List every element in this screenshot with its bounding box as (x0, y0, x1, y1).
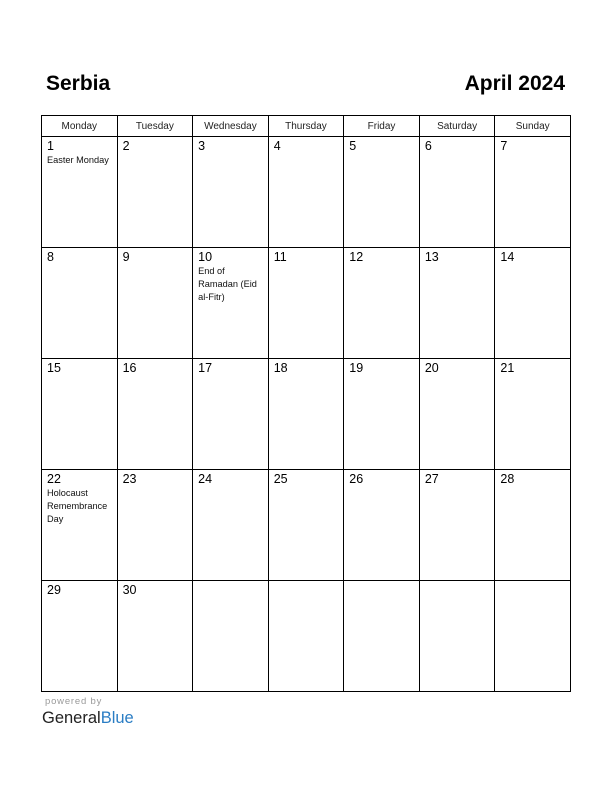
day-cell (193, 137, 269, 248)
day-cell (193, 248, 269, 359)
holiday-label: End of Ramadan (Eid al-Fitr) (198, 266, 257, 302)
day-cell (268, 470, 344, 581)
day-number: 7 (500, 139, 508, 153)
day-number: 30 (122, 583, 137, 597)
weekday-header-friday: Friday (344, 116, 420, 137)
weekday-header-wednesday: Wednesday (193, 116, 269, 137)
day-number: 28 (500, 472, 515, 486)
country-title: Serbia (46, 72, 111, 95)
weekday-header-thursday: Thursday (268, 116, 344, 137)
day-number: 16 (122, 361, 137, 375)
day-cell (117, 359, 193, 470)
day-cell (268, 359, 344, 470)
day-number: 27 (424, 472, 439, 486)
day-number (420, 581, 495, 583)
day-number (193, 581, 268, 583)
day-cell (42, 581, 118, 692)
day-number (269, 581, 344, 583)
day-cell (344, 359, 420, 470)
day-cell (344, 470, 420, 581)
day-number: 24 (198, 472, 213, 486)
calendar-grid (41, 115, 571, 692)
day-cell (42, 248, 118, 359)
day-cell (419, 359, 495, 470)
calendar-body (42, 137, 571, 692)
day-number: 9 (122, 250, 130, 264)
week-row (42, 137, 571, 248)
day-number: 4 (273, 139, 281, 153)
day-number: 14 (500, 250, 515, 264)
generalblue-logo[interactable] (42, 707, 134, 729)
day-cell (268, 248, 344, 359)
day-cell (193, 470, 269, 581)
day-number: 18 (273, 361, 288, 375)
day-cell (495, 581, 571, 692)
day-number: 15 (47, 361, 61, 375)
weekday-header-sunday: Sunday (495, 116, 571, 137)
weekday-header-tuesday: Tuesday (117, 116, 193, 137)
day-cell (268, 581, 344, 692)
day-cell (117, 137, 193, 248)
day-number: 6 (424, 139, 432, 153)
day-cell (495, 137, 571, 248)
day-cell (42, 470, 118, 581)
day-cell (344, 581, 420, 692)
holiday-label: Holocaust Remembrance Day (47, 488, 108, 524)
day-number: 25 (273, 472, 288, 486)
day-number: 10 (198, 250, 213, 264)
day-cell (117, 470, 193, 581)
day-number: 26 (349, 472, 364, 486)
powered-by-label: powered by (45, 696, 103, 707)
day-cell (419, 248, 495, 359)
day-number: 20 (424, 361, 439, 375)
day-number: 22 (47, 472, 61, 486)
day-cell (344, 137, 420, 248)
day-cell (419, 137, 495, 248)
day-number: 29 (47, 583, 61, 597)
day-cell (495, 470, 571, 581)
day-cell (495, 248, 571, 359)
day-number: 19 (349, 361, 364, 375)
day-number: 3 (198, 139, 206, 153)
day-number (344, 581, 419, 583)
day-number: 13 (424, 250, 439, 264)
holiday-label: Easter Monday (47, 155, 109, 165)
day-number: 11 (273, 250, 287, 264)
day-number: 2 (122, 139, 130, 153)
day-cell (268, 137, 344, 248)
day-cell (193, 581, 269, 692)
week-row (42, 248, 571, 359)
day-number: 23 (122, 472, 137, 486)
week-row (42, 470, 571, 581)
day-cell (419, 470, 495, 581)
week-row (42, 359, 571, 470)
day-number: 8 (47, 250, 54, 264)
day-number: 5 (349, 139, 357, 153)
month-year-title: April 2024 (464, 72, 565, 95)
brand-blue-text: Blue (100, 709, 134, 727)
day-cell (117, 248, 193, 359)
weekday-header-monday: Monday (42, 116, 118, 137)
day-cell (117, 581, 193, 692)
day-number: 12 (349, 250, 364, 264)
day-number: 17 (198, 361, 213, 375)
day-cell (495, 359, 571, 470)
week-row (42, 581, 571, 692)
day-cell (419, 581, 495, 692)
weekday-header-saturday: Saturday (419, 116, 495, 137)
weekday-header-row (42, 116, 571, 137)
brand-general-text: General (42, 709, 101, 727)
day-cell (344, 248, 420, 359)
day-number: 1 (47, 139, 54, 153)
day-number: 21 (500, 361, 515, 375)
day-cell (193, 359, 269, 470)
day-number (495, 581, 570, 583)
day-cell (42, 137, 118, 248)
day-cell (42, 359, 118, 470)
